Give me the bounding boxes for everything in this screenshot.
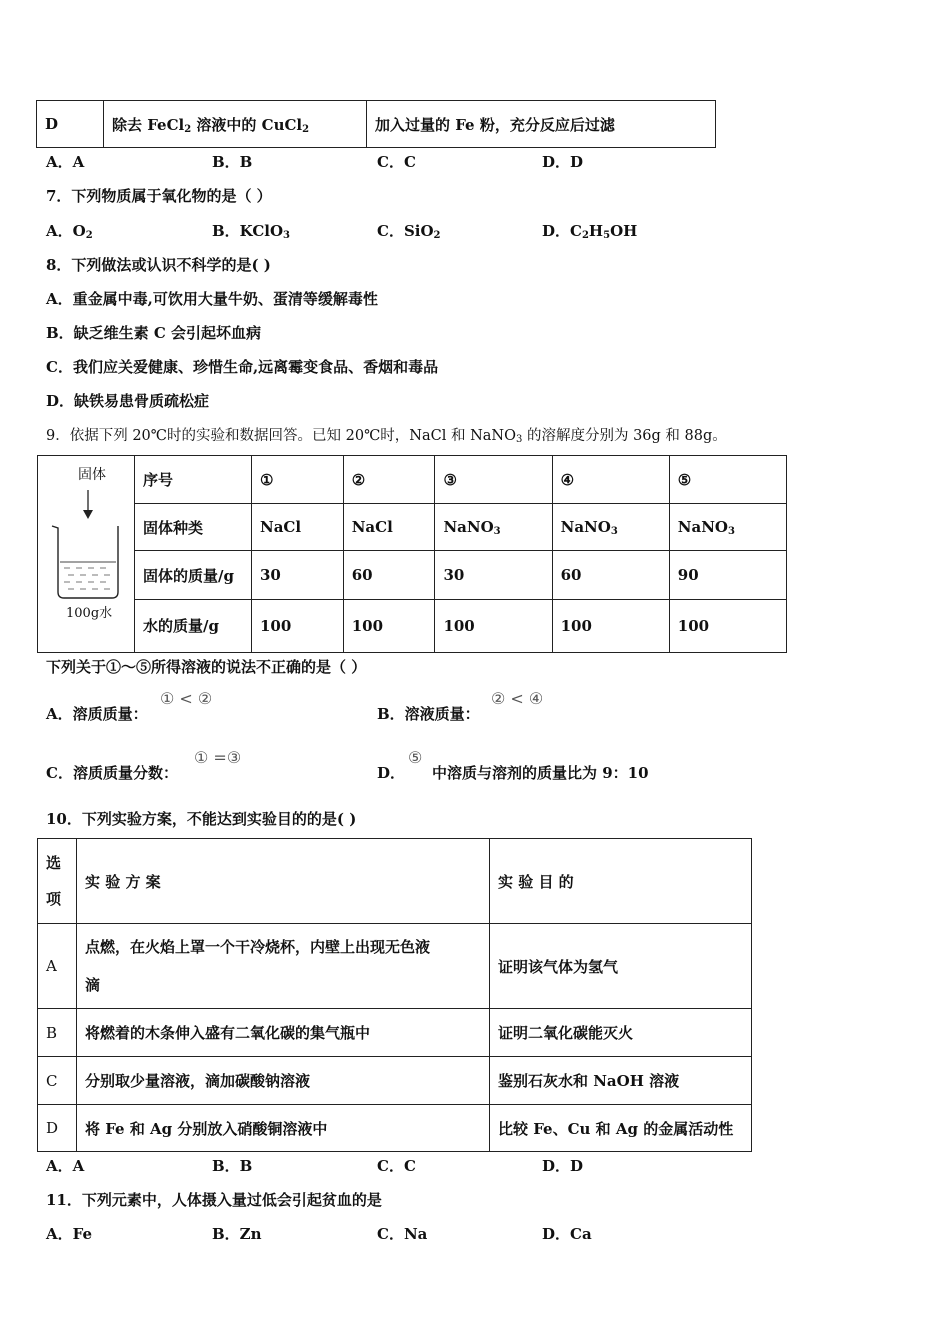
q9-mass-2: 60 [343,551,435,599]
q6-row-task: 除去 FeCl$_2$ 溶液中的 CuCl$_2$ [104,101,367,148]
q9-header-solid-mass: 固体的质量/g [135,551,252,599]
q10-option-c[interactable]: C．C [377,1157,416,1175]
q8-option-c[interactable]: C．我们应关爱健康、珍惜生命,远离霉变食品、香烟和毒品 [46,358,439,376]
q9-num-4: ④ [552,456,669,504]
q9-water-5: 100 [669,599,786,652]
q9-solid-5: NaNO$_3$ [669,504,786,551]
q9-table [37,455,787,653]
figure-solid-label: 固体 [78,467,106,483]
q10-row-b-opt: B [38,1009,77,1057]
q9-header-index: 序号 [135,456,252,504]
q11-option-b[interactable]: B．Zn [212,1225,262,1243]
q10-option-b[interactable]: B．B [212,1157,253,1175]
q10-row-b-plan: 将燃着的木条伸入盛有二氧化碳的集气瓶中 [77,1009,490,1057]
q7-option-a[interactable]: A．$O_2$ [46,222,93,241]
q10-row-a-goal: 证明该气体为氢气 [490,924,752,1009]
q9-num-1: ① [252,456,344,504]
q9-mass-4: 60 [552,551,669,599]
q9-water-4: 100 [552,599,669,652]
q6-table [36,100,716,148]
q9-mass-1: 30 [252,551,344,599]
q8-stem: 8．下列做法或认识不科学的是( ) [46,256,271,274]
q9-mass-3: 30 [435,551,552,599]
q10-row-c-opt: C [38,1057,77,1105]
q8-option-d[interactable]: D．缺铁易患骨质疏松症 [46,392,210,410]
q9-option-d-tail: 中溶质与溶剂的质量比为 9：10 [432,764,649,782]
q9-figure-cell [38,456,135,653]
q9-header-solid: 固体种类 [135,504,252,551]
q10-row-c-goal: 鉴别石灰水和 NaOH 溶液 [490,1057,752,1105]
q9-option-c[interactable]: C．溶质质量分数： [46,764,178,782]
q9-water-1: 100 [252,599,344,652]
q6-option-d[interactable]: D．D [542,153,584,171]
q10-stem: 10．下列实验方案，不能达到实验目的的是( ) [46,810,357,828]
q9-option-a-expr: ① < ② [160,689,213,708]
q7-stem: 7．下列物质属于氧化物的是（ ） [46,187,272,205]
q6-option-b[interactable]: B．B [212,153,253,171]
q11-stem: 11．下列元素中，人体摄入量过低会引起贫血的是 [46,1191,382,1209]
q9-num-3: ③ [435,456,552,504]
q9-num-2: ② [343,456,435,504]
q10-row-d-goal: 比较 Fe、Cu 和 Ag 的金属活动性 [490,1105,752,1152]
q6-option-c[interactable]: C．C [377,153,416,171]
q10-header-option: 选 项 [38,839,77,924]
q9-water-2: 100 [343,599,435,652]
q7-option-c[interactable]: C．SiO$_2$ [377,222,441,241]
q9-solid-2: NaCl [343,504,435,551]
q6-row-label: D [37,101,104,148]
q10-row-a-opt: A [38,924,77,1009]
q10-row-d-opt: D [38,1105,77,1152]
q10-option-d[interactable]: D．D [542,1157,584,1175]
q6-option-a[interactable]: A．A [46,153,85,171]
beaker-icon [38,456,134,652]
q9-header-water-mass: 水的质量/g [135,599,252,652]
q9-option-c-expr: ① =③ [194,748,242,767]
q8-option-a[interactable]: A．重金属中毒,可饮用大量牛奶、蛋清等缓解毒性 [46,290,378,308]
q9-water-3: 100 [435,599,552,652]
q9-option-d-expr: ⑤ [408,748,423,767]
q9-solid-1: NaCl [252,504,344,551]
q9-solid-4: NaNO$_3$ [552,504,669,551]
q9-option-a[interactable]: A．溶质质量： [46,705,148,723]
q10-option-a[interactable]: A．A [46,1157,85,1175]
q9-solid-3: NaNO$_3$ [435,504,552,551]
q7-option-b[interactable]: B．KClO$_3$ [212,222,290,241]
q10-row-d-plan: 将 Fe 和 Ag 分别放入硝酸铜溶液中 [77,1105,490,1152]
q10-row-a-plan: 点燃，在火焰上罩一个干冷烧杯，内壁上出现无色液 滴 [77,924,490,1009]
q10-table [37,838,752,1152]
q7-option-d[interactable]: D．$C_2H_5OH$ [542,222,638,241]
q10-header-plan: 实 验 方 案 [77,839,490,924]
q9-num-5: ⑤ [669,456,786,504]
q11-option-c[interactable]: C．Na [377,1225,428,1243]
q9-question: 下列关于①～⑤所得溶液的说法不正确的是（ ） [46,658,367,676]
q9-mass-5: 90 [669,551,786,599]
q9-option-b[interactable]: B．溶液质量： [377,705,480,723]
q11-option-d[interactable]: D．Ca [542,1225,592,1243]
q8-option-b[interactable]: B．缺乏维生素 C 会引起坏血病 [46,324,262,342]
q10-row-b-goal: 证明二氧化碳能灭火 [490,1009,752,1057]
figure-water-label: 100g水 [66,606,113,621]
q9-option-b-expr: ② < ④ [491,689,544,708]
q9-stem: 9．依据下列 20℃时的实验和数据回答。已知 20℃时，NaCl 和 NaNO$_3$ 的溶解度分别为 36g 和 88g。 [46,428,727,445]
q6-row-method: 加入过量的 Fe 粉，充分反应后过滤 [367,101,716,148]
q10-row-c-plan: 分别取少量溶液，滴加碳酸钠溶液 [77,1057,490,1105]
q10-header-goal: 实 验 目 的 [490,839,752,924]
q9-option-d[interactable]: D． [377,764,406,782]
q11-option-a[interactable]: A．Fe [46,1225,93,1243]
